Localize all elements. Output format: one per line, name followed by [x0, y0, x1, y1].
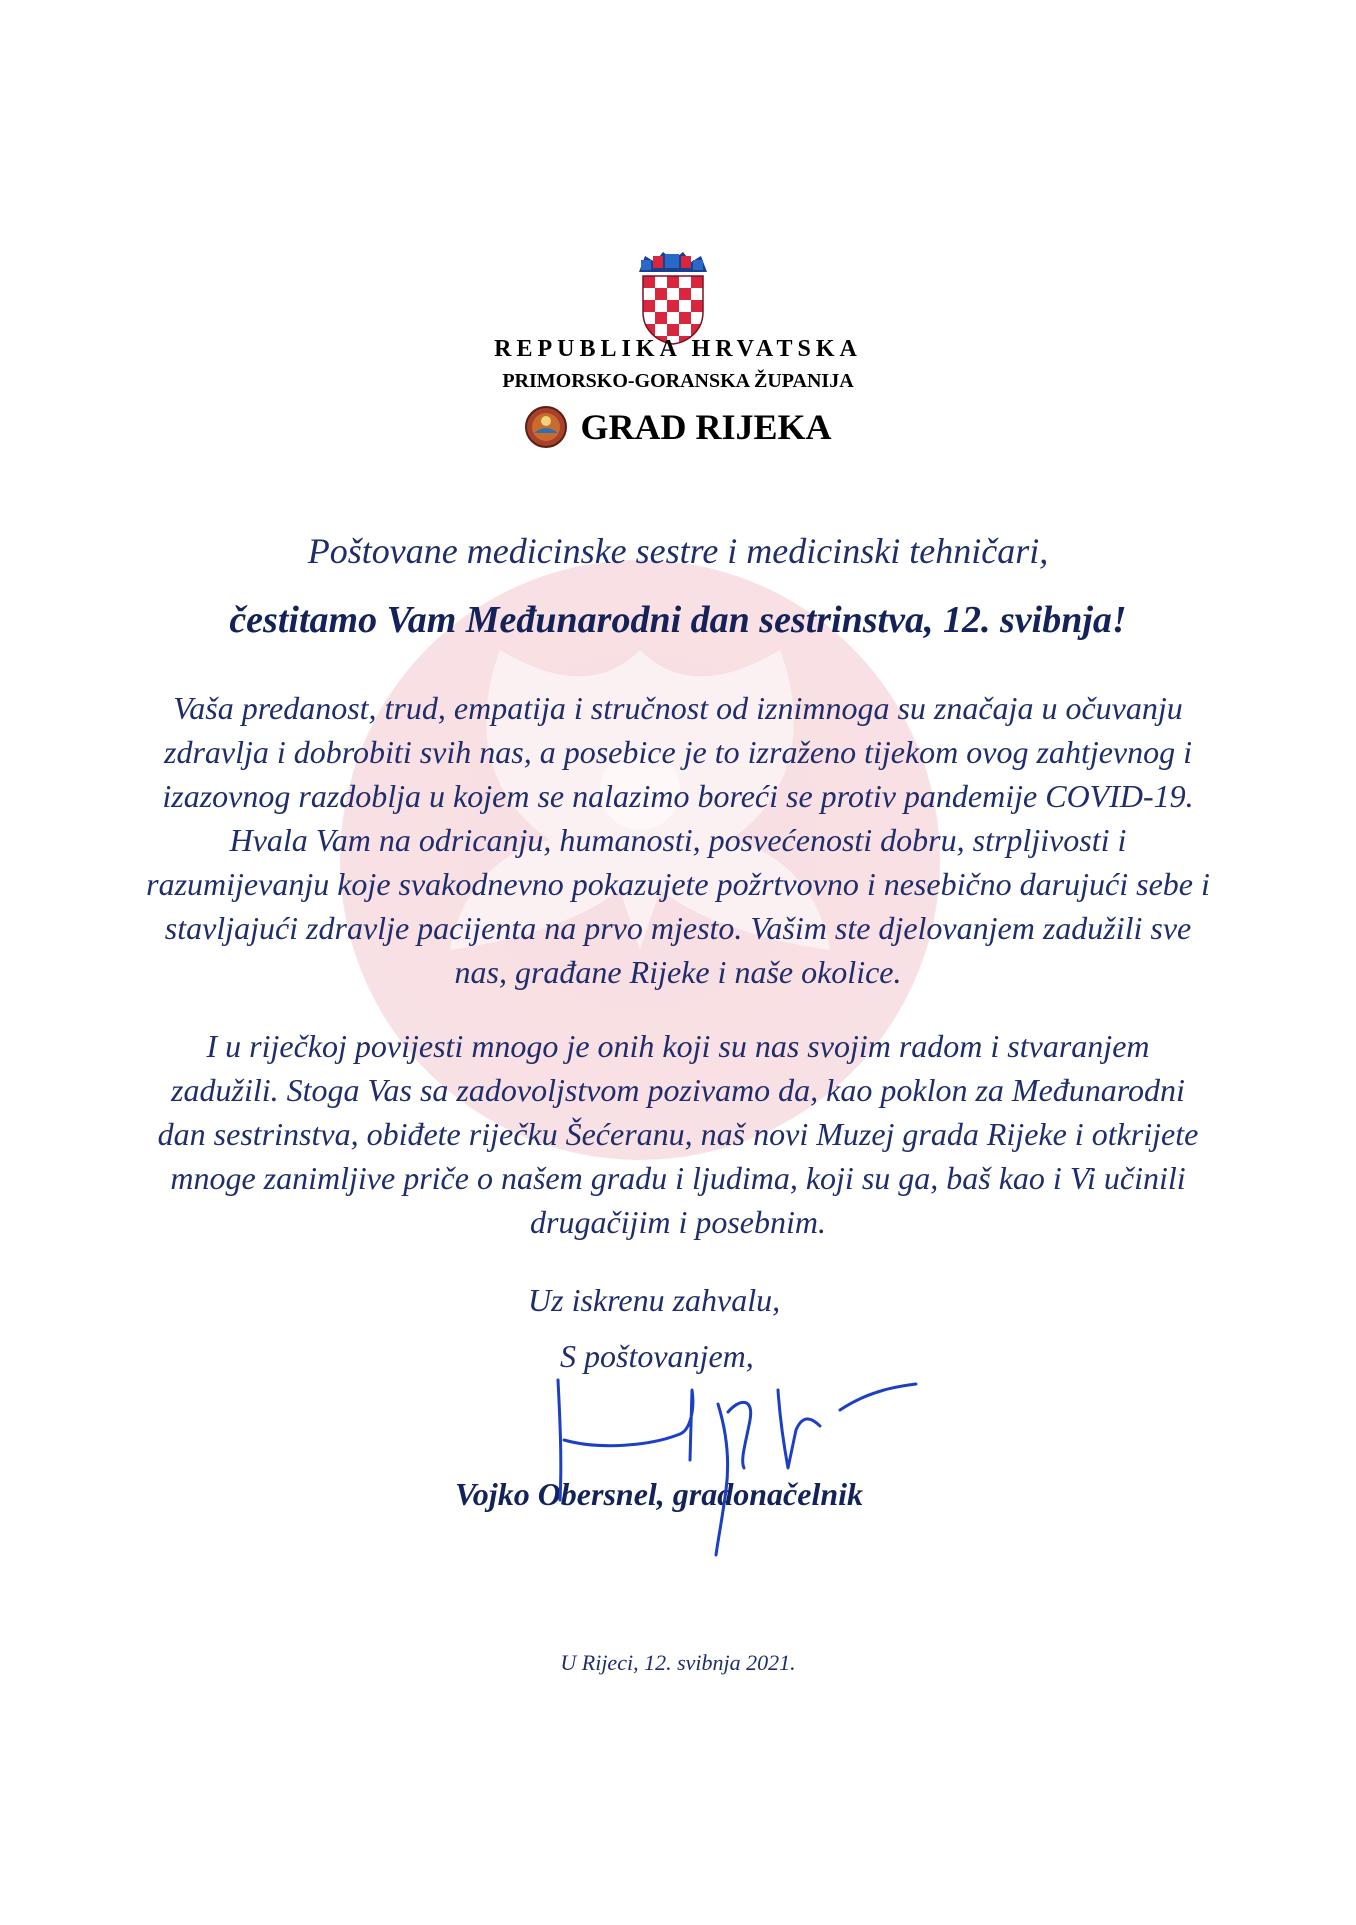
handwritten-signature-icon: [540, 1350, 920, 1560]
paragraph2-line: drugačijim i posebnim.: [530, 1204, 826, 1240]
croatian-coat-of-arms-icon: [635, 250, 711, 346]
paragraph1-line: izazovnog razdoblja u kojem se nalazimo boreći se protiv pandemije COVID-19.: [162, 778, 1194, 814]
rijeka-seal-icon: [524, 405, 568, 449]
closing-regards: S poštovanjem,: [560, 1338, 754, 1374]
paragraph2-line: I u riječkoj povijesti mnogo je onih koji su nas svojim radom i stvaranjem: [206, 1028, 1150, 1064]
city-heading: [0, 406, 1356, 453]
county-name: PRIMORSKO-GORANSKA ŽUPANIJA: [502, 370, 854, 392]
city-name: GRAD RIJEKA: [580, 407, 832, 447]
greeting: Poštovane medicinske sestre i medicinski tehničari,: [307, 531, 1049, 571]
closing-thanks: Uz iskrenu zahvalu,: [528, 1282, 781, 1318]
country-name: REPUBLIKA HRVATSKA: [494, 336, 862, 362]
paragraph1-line: nas, građane Rijeke i naše okolice.: [454, 954, 902, 990]
paragraph1-line: Hvala Vam na odricanju, humanosti, posvećenosti dobru, strpljivosti i: [229, 822, 1127, 858]
headline: čestitamo Vam Međunarodni dan sestrinstva, 12. svibnja!: [229, 599, 1127, 641]
paragraph1-line: zdravlja i dobrobiti svih nas, a posebice je to izraženo tijekom ovog zahtjevnog i: [163, 734, 1193, 770]
place-and-date: U Rijeci, 12. svibnja 2021.: [560, 1650, 796, 1675]
signatory-name: Vojko Obersnel, gradonačelnik: [455, 1476, 864, 1512]
paragraph2-line: zadužili. Stoga Vas sa zadovoljstvom pozivamo da, kao poklon za Međunarodni: [171, 1072, 1185, 1108]
paragraph1-line: stavljajući zdravlje pacijenta na prvo mjesto. Vašim ste djelovanjem zadužili sve: [164, 910, 1192, 946]
paragraph1-line: razumijevanju koje svakodnevno pokazujete požrtvovno i nesebično darujući sebe i: [146, 866, 1210, 902]
paragraph2-line: mnoge zanimljive priče o našem gradu i ljudima, koji su ga, baš kao i Vi učinili: [170, 1160, 1186, 1196]
paragraph1-line: Vaša predanost, trud, empatija i stručnost od iznimnoga su značaja u očuvanju: [173, 690, 1183, 726]
paragraph2-line: dan sestrinstva, obiđete riječku Šećeranu, naš novi Muzej grada Rijeke i otkrijete: [157, 1116, 1199, 1152]
